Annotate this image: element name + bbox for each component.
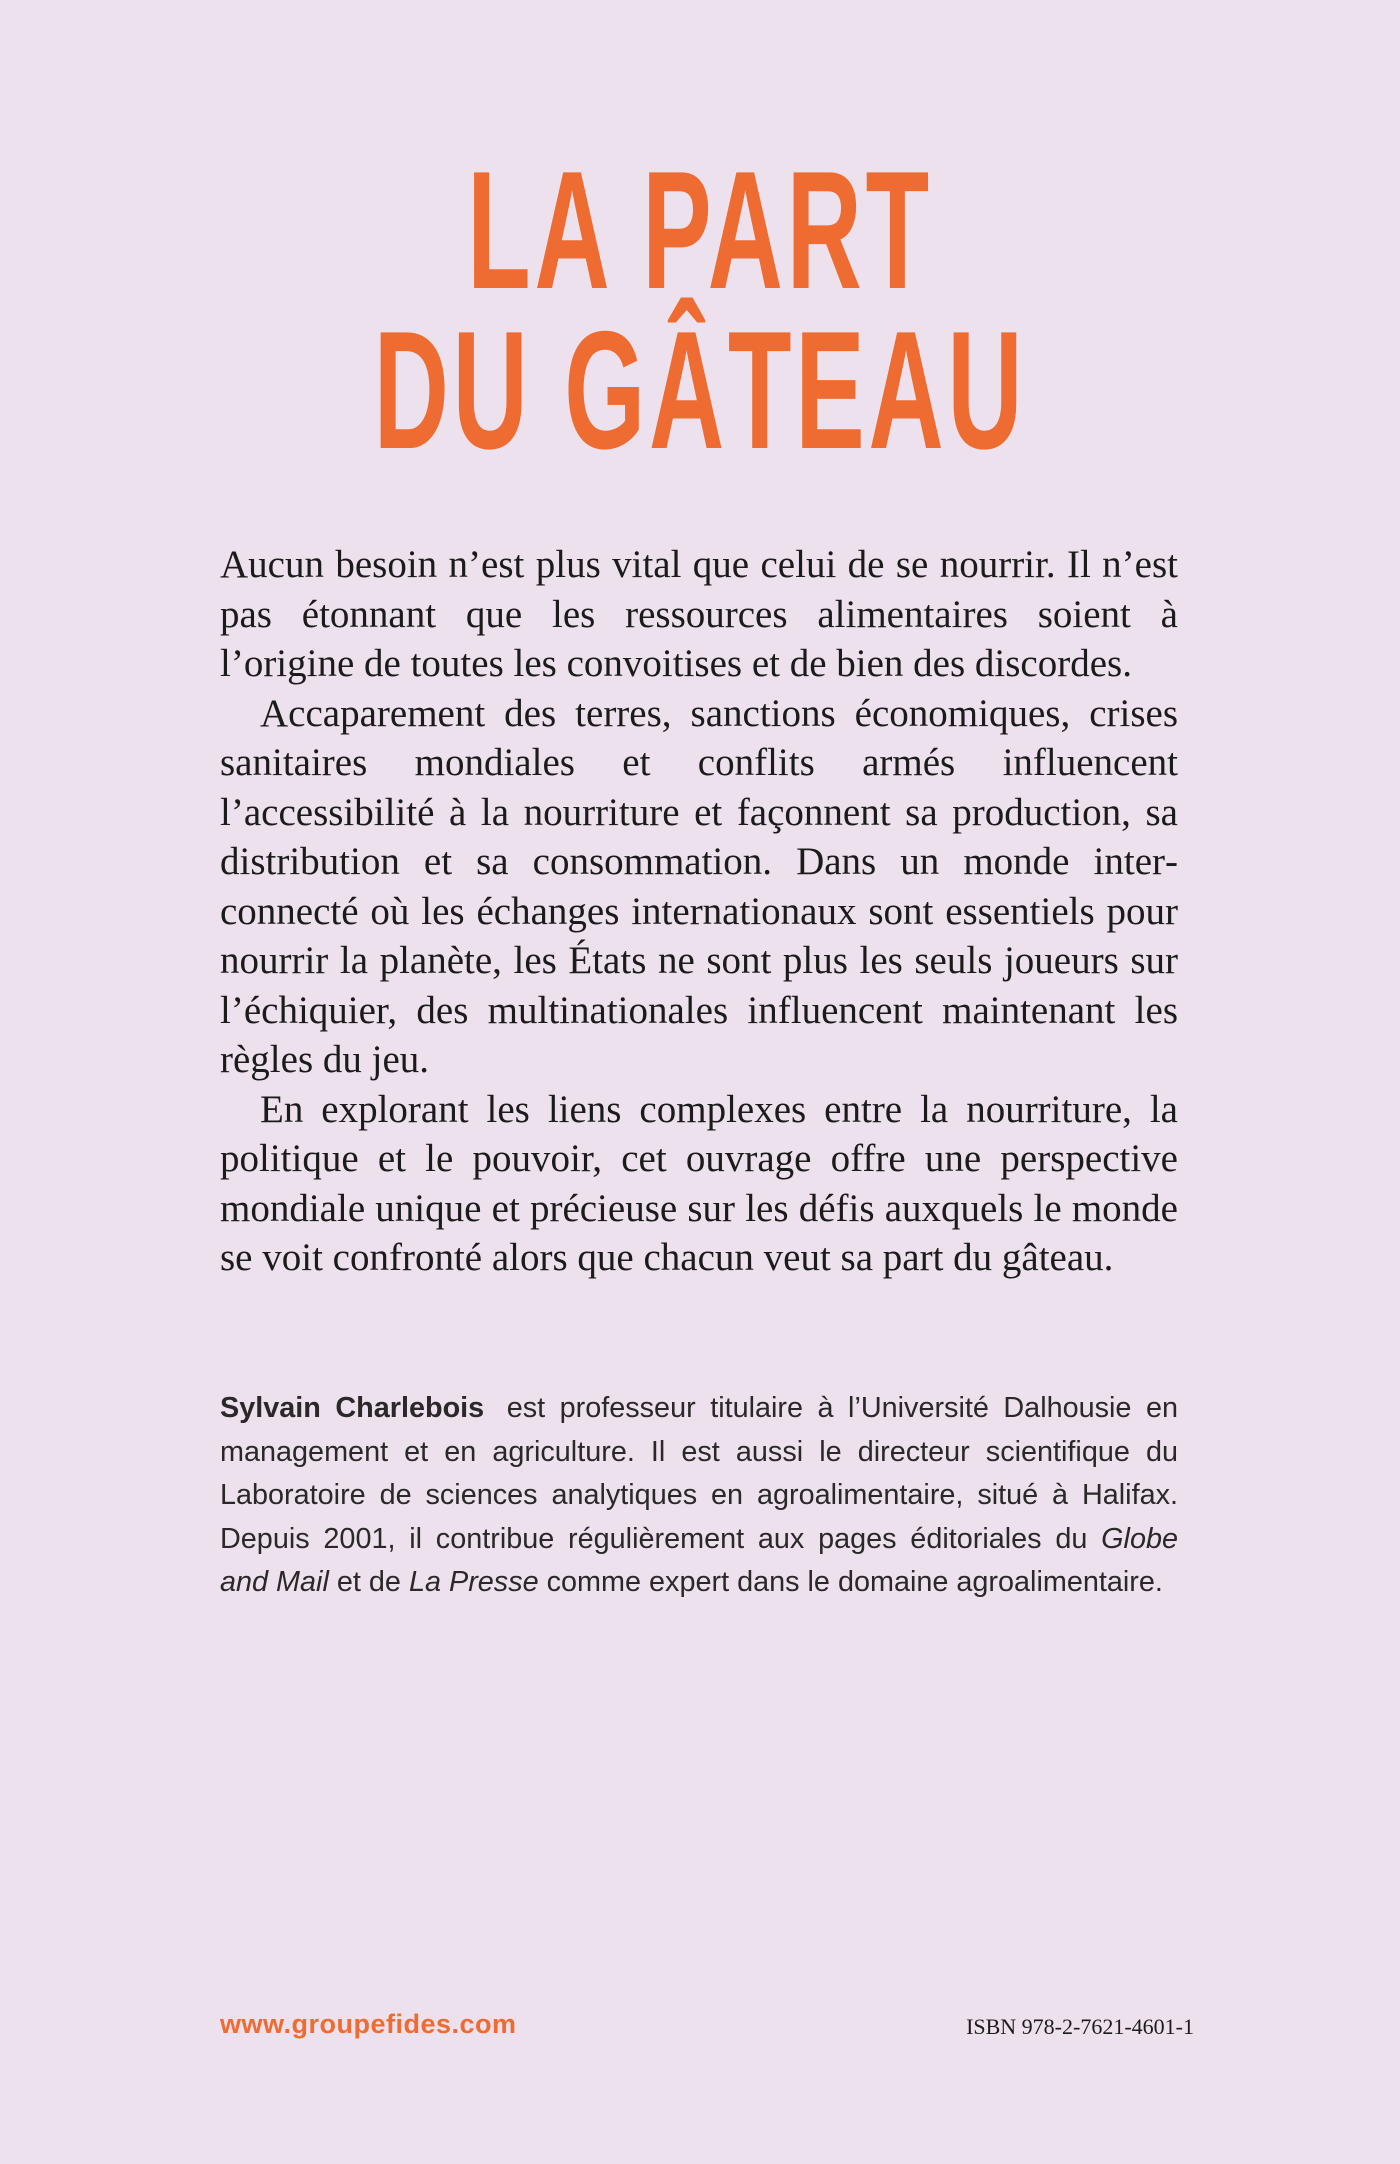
blurb-paragraph-1: Aucun besoin n’est plus vital que celui de se nourrir. Il n’est pas étonnant que les ressources alimentaires soient à l’origine de toutes les convoitises et de bien des discordes. xyxy=(220,543,1178,685)
publication-la-presse: La Presse xyxy=(408,1566,539,1598)
author-bio-text-2: et de xyxy=(336,1566,401,1598)
isbn: ISBN 978-2-7621-4601-1 xyxy=(966,2014,1194,2039)
author-bio-text-3: comme expert dans le domaine agroalimentaire. xyxy=(546,1566,1163,1598)
book-title-line-1: LA PART xyxy=(467,136,933,324)
author-bio-text-1: est professeur titulaire à l’Université Dalhousie en management et en agriculture. Il est aussi le directeur scientifique du Laboratoire de sciences analytiques en agroalimentaire, situé à Halifax. Depuis 2001, il contribue régulièrement aux pages éditoriales du xyxy=(220,1392,1178,1555)
book-blurb xyxy=(220,540,1178,1283)
book-title-line-2: DU GÂTEAU xyxy=(373,296,1027,484)
blurb-paragraph-2: Accaparement des terres, sanctions économiques, crises sanitaires mondiales et conflits armés influencent l’accessibilité à la nourriture et façonnent sa production, sa distribution et sa consommation. Dans un monde interconnecté où les échanges internationaux sont essentiels pour nourrir la planète, les États ne sont plus les seuls joueurs sur l’échiquier, des multinationales influencent maintenant les règles du jeu. xyxy=(220,691,1178,1081)
publisher-website: www.groupefides.com xyxy=(220,2009,517,2039)
book-title xyxy=(266,136,1134,484)
blurb-paragraph-3: En explorant les liens complexes entre la nourriture, la politique et le pouvoir, cet ouvrage offre une perspective mondiale unique et précieuse sur les défis auxquels le monde se voit confronté alors que chacun veut sa part du gâteau. xyxy=(220,1087,1178,1279)
publication-globe-and-mail: Globe and Mail xyxy=(220,1522,1178,1598)
author-bio xyxy=(220,1387,1178,1605)
author-name: Sylvain Charlebois xyxy=(220,1392,485,1424)
